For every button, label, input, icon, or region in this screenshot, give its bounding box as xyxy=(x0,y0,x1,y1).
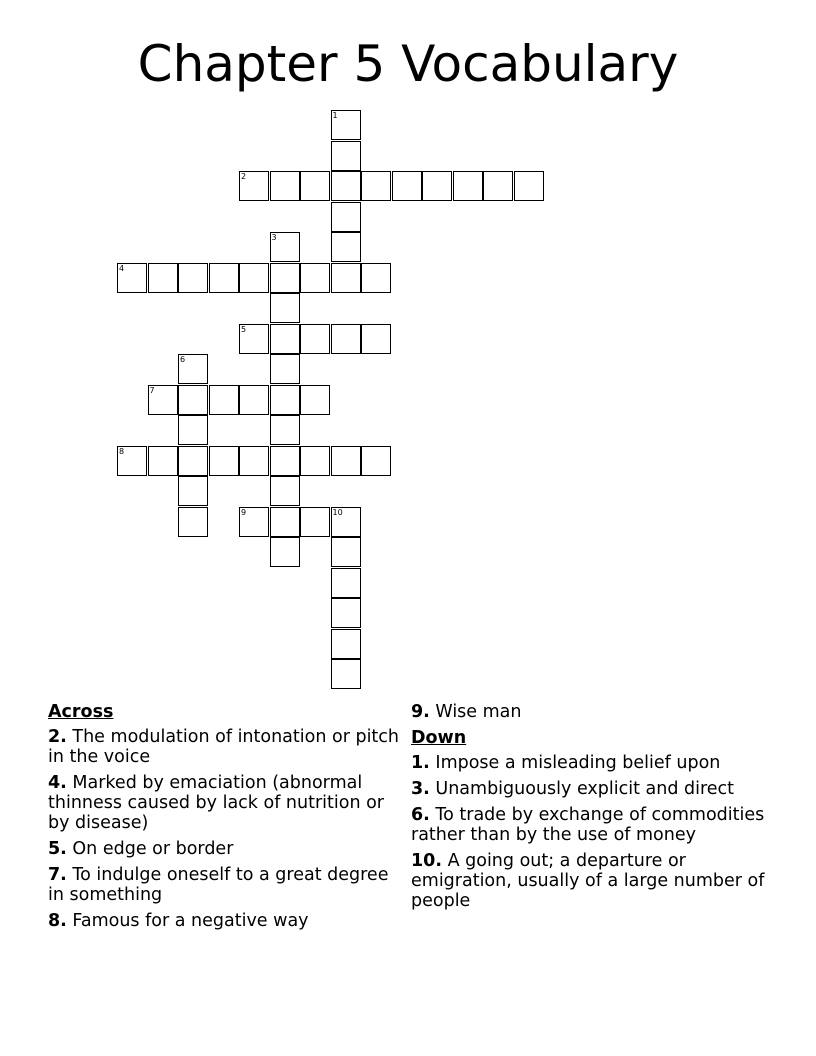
clue-text: Impose a misleading belief upon xyxy=(435,753,721,773)
grid-cell[interactable] xyxy=(331,171,361,201)
grid-cell[interactable] xyxy=(270,415,300,445)
grid-cell[interactable] xyxy=(117,446,147,476)
across-clue-7 xyxy=(48,865,408,905)
clue-number: 7. xyxy=(48,865,67,885)
grid-cell[interactable] xyxy=(331,507,361,537)
down-heading: Down xyxy=(411,728,467,748)
grid-cell[interactable] xyxy=(239,385,269,415)
clue-text: A going out; a departure or emigration, usually of a large number of people xyxy=(411,851,765,911)
across-clue-8 xyxy=(48,911,408,931)
cell-number: 8 xyxy=(119,446,125,456)
grid-cell[interactable] xyxy=(514,171,544,201)
grid-cell[interactable] xyxy=(270,537,300,567)
grid-cell[interactable] xyxy=(300,263,330,293)
grid-cell[interactable] xyxy=(331,263,361,293)
grid-cell[interactable] xyxy=(270,263,300,293)
clue-number: 2. xyxy=(48,727,67,747)
grid-cell[interactable] xyxy=(300,507,330,537)
grid-cell[interactable] xyxy=(239,171,269,201)
grid-cell[interactable] xyxy=(331,232,361,262)
page-title: Chapter 5 Vocabulary xyxy=(137,35,679,93)
cell-number: 1 xyxy=(332,111,338,120)
clue-text: The modulation of intonation or pitch in the voice xyxy=(48,727,400,767)
grid-cell[interactable] xyxy=(148,446,178,476)
cell-number: 5 xyxy=(241,324,247,334)
grid-cell[interactable] xyxy=(300,171,330,201)
clue-number: 8. xyxy=(48,911,67,931)
grid-cell[interactable] xyxy=(453,171,483,201)
clue-number: 10. xyxy=(411,851,443,871)
grid-cell[interactable] xyxy=(300,324,330,354)
cell-number: 3 xyxy=(271,233,277,242)
grid-cell[interactable] xyxy=(270,324,300,354)
grid-cell[interactable] xyxy=(178,446,208,476)
grid-cell[interactable] xyxy=(117,263,147,293)
clue-number: 1. xyxy=(411,753,430,773)
grid-cell[interactable] xyxy=(331,446,361,476)
grid-cell[interactable] xyxy=(361,263,391,293)
clue-number: 6. xyxy=(411,805,430,825)
grid-cell[interactable] xyxy=(361,324,391,354)
clue-text: Wise man xyxy=(435,702,522,722)
down-clue-1 xyxy=(411,753,771,773)
clue-text: Famous for a negative way xyxy=(72,911,309,931)
grid-cell[interactable] xyxy=(422,171,452,201)
grid-cell[interactable] xyxy=(148,263,178,293)
cell-number: 2 xyxy=(241,172,247,181)
grid-cell[interactable] xyxy=(270,232,300,262)
grid-cell[interactable] xyxy=(178,415,208,445)
across-clue-9 xyxy=(411,702,771,722)
grid-cell[interactable] xyxy=(331,141,361,171)
clues-left-column xyxy=(48,702,408,937)
across-clue-5 xyxy=(48,839,408,859)
down-clue-10 xyxy=(411,851,771,911)
grid-cell[interactable] xyxy=(178,507,208,537)
cell-number: 9 xyxy=(241,507,247,517)
grid-cell[interactable] xyxy=(270,171,300,201)
clue-number: 9. xyxy=(411,702,430,722)
grid-cell[interactable] xyxy=(178,385,208,415)
clue-number: 3. xyxy=(411,779,430,799)
grid-cell[interactable] xyxy=(331,598,361,628)
grid-cell[interactable] xyxy=(270,446,300,476)
across-heading: Across xyxy=(48,702,114,722)
cell-number: 6 xyxy=(180,355,186,364)
grid-cell[interactable] xyxy=(209,385,239,415)
grid-cell[interactable] xyxy=(270,354,300,384)
grid-cell[interactable] xyxy=(209,263,239,293)
grid-cell[interactable] xyxy=(148,385,178,415)
clue-number: 5. xyxy=(48,839,67,859)
grid-cell[interactable] xyxy=(483,171,513,201)
cell-number: 7 xyxy=(149,385,155,395)
grid-cell[interactable] xyxy=(331,629,361,659)
clue-text: Unambiguously explicit and direct xyxy=(435,779,735,799)
clue-text: On edge or border xyxy=(72,839,234,859)
grid-cell[interactable] xyxy=(300,446,330,476)
grid-cell[interactable] xyxy=(331,659,361,689)
clue-text: Marked by emaciation (abnormal thinness caused by lack of nutrition or by disease) xyxy=(48,773,385,833)
across-clue-2 xyxy=(48,727,408,767)
grid-cell[interactable] xyxy=(209,446,239,476)
grid-cell[interactable] xyxy=(178,354,208,384)
grid-cell[interactable] xyxy=(178,476,208,506)
grid-cell[interactable] xyxy=(270,507,300,537)
down-clue-3 xyxy=(411,779,771,799)
grid-cell[interactable] xyxy=(300,385,330,415)
across-clue-4 xyxy=(48,773,408,833)
clue-number: 4. xyxy=(48,773,67,793)
grid-cell[interactable] xyxy=(361,446,391,476)
grid-cell[interactable] xyxy=(270,385,300,415)
cell-number: 10 xyxy=(332,507,343,517)
grid-cell[interactable] xyxy=(331,324,361,354)
grid-cell[interactable] xyxy=(270,293,300,323)
down-clue-6 xyxy=(411,805,771,845)
cell-number: 4 xyxy=(119,263,125,273)
grid-cell[interactable] xyxy=(270,476,300,506)
grid-cell[interactable] xyxy=(361,171,391,201)
grid-cell[interactable] xyxy=(239,507,269,537)
clue-text: To indulge oneself to a great degree in something xyxy=(48,865,389,905)
grid-cell[interactable] xyxy=(331,537,361,567)
clues-right-column xyxy=(411,702,771,917)
grid-cell[interactable] xyxy=(331,202,361,232)
grid-cell[interactable] xyxy=(239,324,269,354)
grid-cell[interactable] xyxy=(239,263,269,293)
grid-cell[interactable] xyxy=(239,446,269,476)
grid-cell[interactable] xyxy=(392,171,422,201)
grid-cell[interactable] xyxy=(331,110,361,140)
clue-text: To trade by exchange of commodities rather than by the use of money xyxy=(411,805,765,845)
grid-cell[interactable] xyxy=(178,263,208,293)
grid-cell[interactable] xyxy=(331,568,361,598)
